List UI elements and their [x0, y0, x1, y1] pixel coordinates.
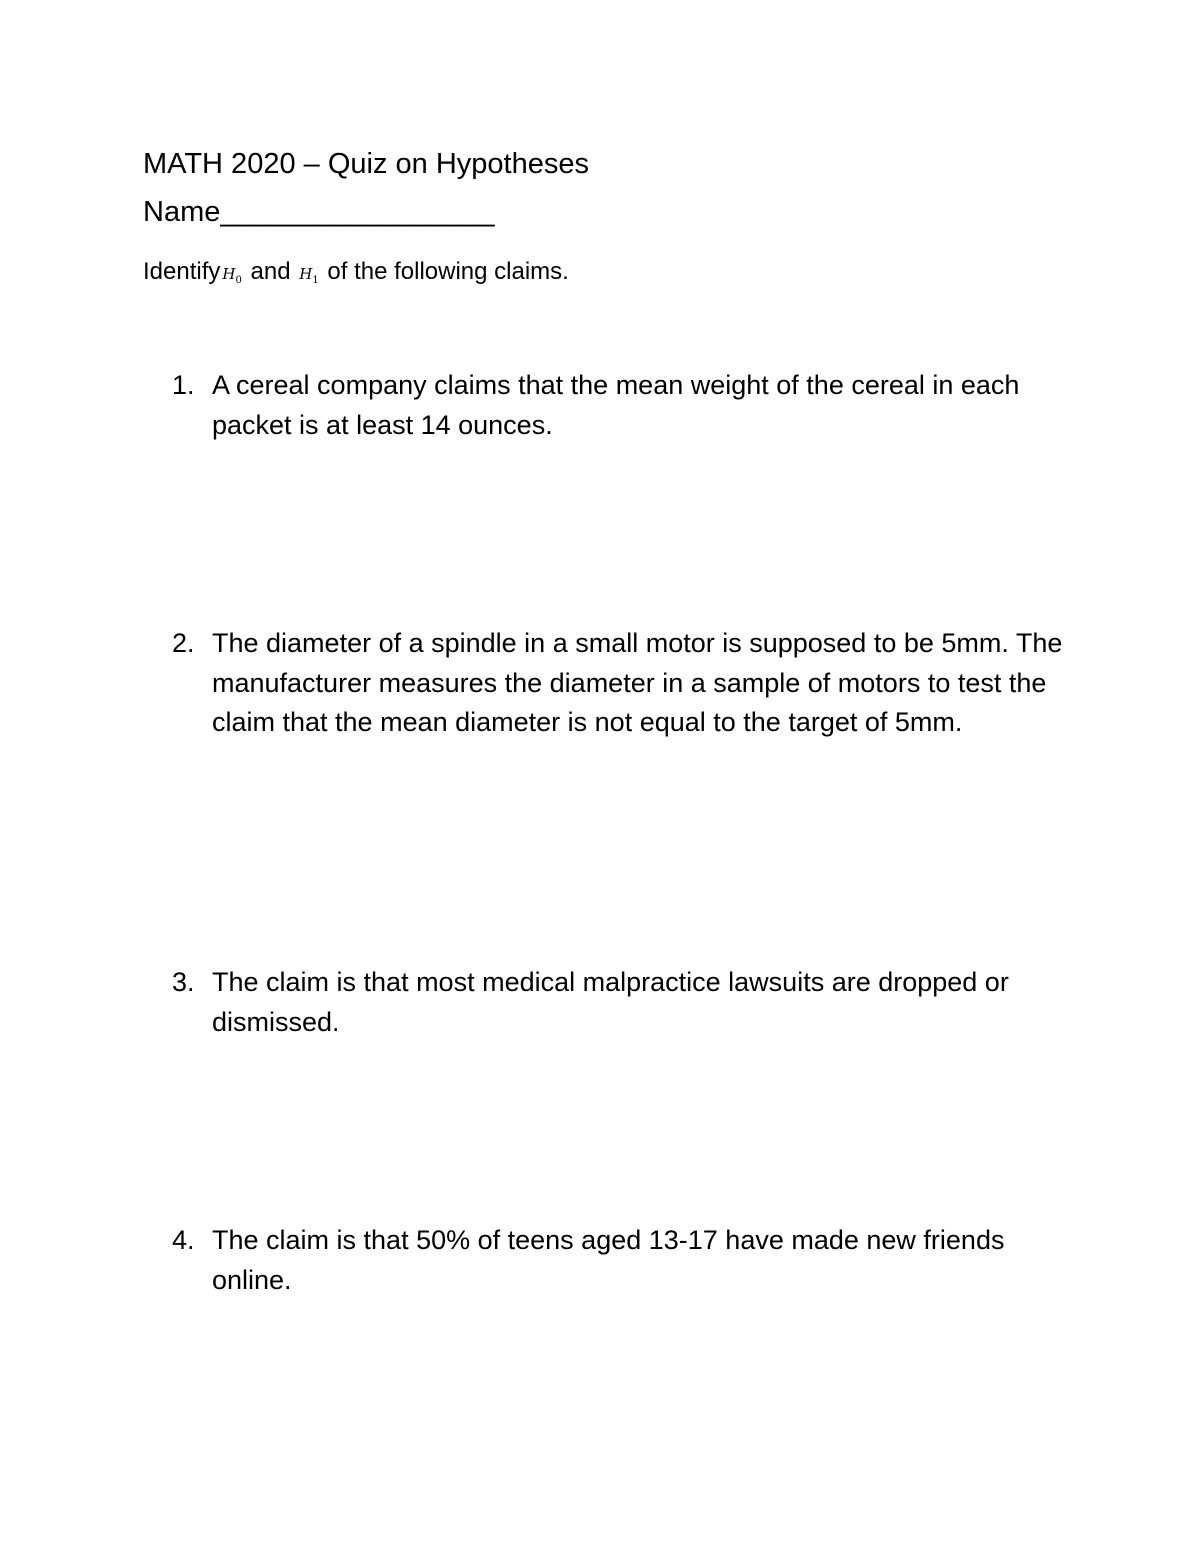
question-item — [172, 963, 1072, 1042]
question-number: 3. — [172, 967, 195, 997]
question-number: 4. — [172, 1225, 195, 1255]
question-text: The claim is that 50% of teens aged 13-17 have made new friends online. — [212, 1225, 1005, 1295]
h1-symbol: $H_1$ — [299, 265, 319, 286]
question-item — [172, 366, 1072, 445]
question-item — [172, 624, 1072, 743]
instruction-suffix: of the following claims. — [327, 258, 569, 285]
question-text: A cereal company claims that the mean weight of the cereal in each packet is at least 14 ounces. — [212, 370, 1020, 440]
question-text: The claim is that most medical malpractice lawsuits are dropped or dismissed. — [212, 967, 1009, 1037]
instruction-middle: and — [250, 258, 291, 285]
page-title: MATH 2020 – Quiz on Hypotheses — [143, 148, 589, 180]
instruction-prefix: Identify — [143, 258, 221, 285]
question-number: 1. — [172, 370, 195, 400]
h0-symbol: $H_0$ — [222, 265, 242, 286]
instruction-text — [143, 254, 569, 299]
question-item — [172, 1221, 1072, 1300]
question-text: The diameter of a spindle in a small motor is supposed to be 5mm. The manufacturer measures the diameter in a sample of motors to test the claim that the mean diameter is not equal to the target of 5mm. — [212, 628, 1063, 737]
question-number: 2. — [172, 628, 195, 658]
name-field-label: Name_________________ — [143, 196, 495, 228]
